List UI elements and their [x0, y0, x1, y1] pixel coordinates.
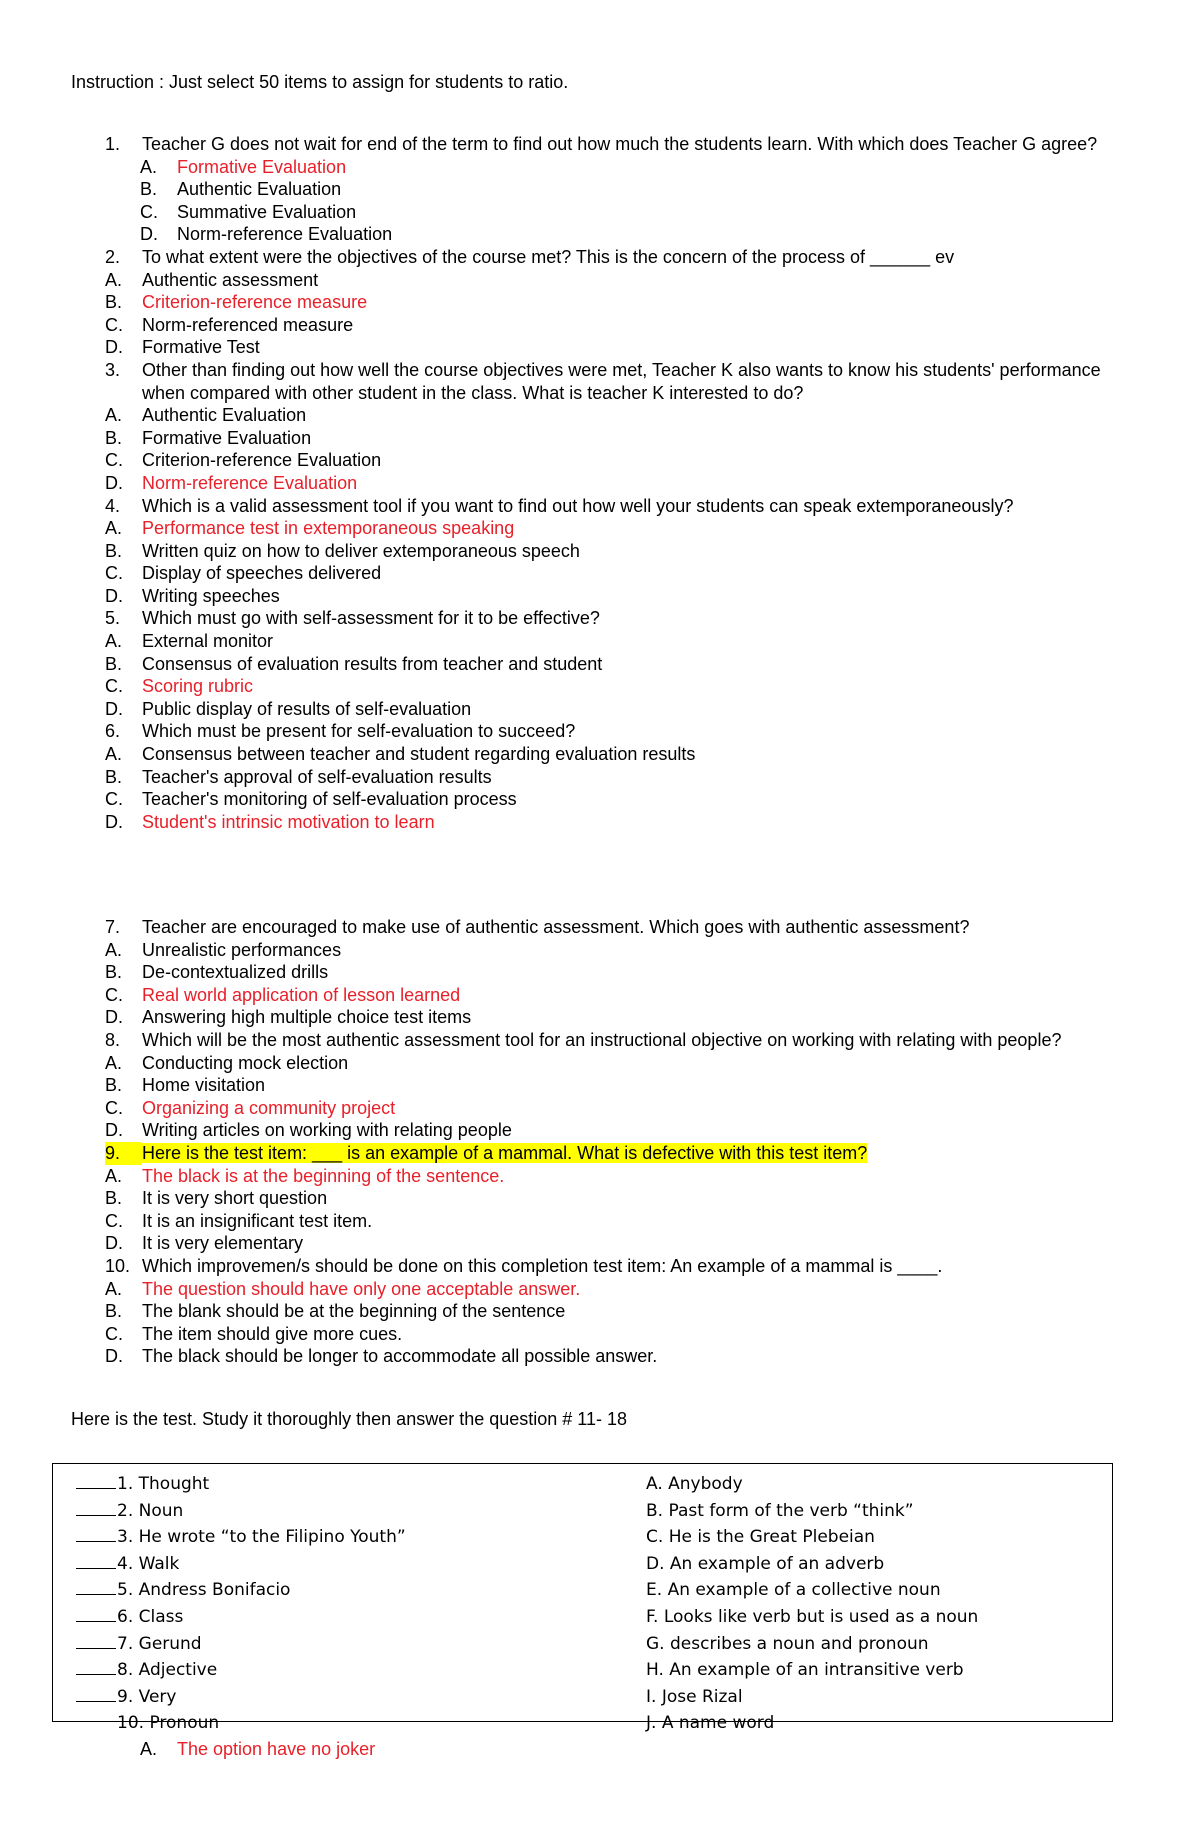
answer-blank — [76, 1554, 116, 1569]
option-letter: A. — [105, 1165, 123, 1186]
question-number: 1. — [105, 134, 121, 154]
option-list — [105, 743, 1125, 833]
answer-blank — [76, 1501, 116, 1516]
question-item — [105, 133, 1125, 246]
matching-left-row: 10. Pronoun — [117, 1713, 220, 1734]
instruction-text: Instruction : Just select 50 items to assign for students to ratio. — [71, 72, 569, 92]
option-letter: B. — [105, 653, 123, 674]
question-number: 8. — [105, 1029, 121, 1050]
option-text: De-contextualized drills — [142, 962, 329, 983]
option-list — [105, 269, 1125, 359]
question-number: 10. — [105, 1255, 131, 1276]
option-text: Formative Evaluation — [142, 427, 312, 448]
option-list — [105, 630, 1125, 720]
option-text: Teacher's monitoring of self-evaluation process — [142, 789, 517, 810]
option-letter: D. — [105, 1346, 123, 1367]
option-letter: A. — [105, 631, 123, 652]
option-letter: B. — [105, 540, 123, 561]
option-list — [105, 1278, 1125, 1368]
matching-left-row: 7. Gerund — [76, 1631, 406, 1658]
option-letter: C. — [140, 201, 158, 222]
option-text: Norm-referenced measure — [142, 314, 354, 335]
matching-right-row: G. describes a noun and pronoun — [646, 1633, 929, 1654]
option-text: It is very short question — [142, 1188, 328, 1209]
matching-right-row: I. Jose Rizal — [646, 1686, 743, 1707]
option-text: Consensus between teacher and student regarding evaluation results — [142, 744, 696, 765]
matching-right-row: D. An example of an adverb — [646, 1553, 885, 1574]
option-letter: D. — [105, 1233, 123, 1254]
matching-left-row: 4. Walk — [76, 1551, 406, 1578]
option-letter: A. — [105, 1052, 123, 1073]
question-group-1 — [105, 133, 1125, 833]
question-item — [105, 359, 1125, 495]
option-list — [105, 939, 1125, 1029]
option-text: The black should be longer to accommodate all possible answer. — [142, 1346, 658, 1367]
question-number: 7. — [105, 917, 121, 937]
answer-blank — [76, 1660, 116, 1675]
option-letter: A. — [105, 405, 123, 426]
question-text: Which must be present for self-evaluation to succeed? — [142, 721, 576, 742]
option-letter: D. — [105, 585, 123, 606]
option-letter: C. — [105, 450, 123, 471]
question-text: Which will be the most authentic assessment tool for an instructional objective on working with relating with people? — [142, 1029, 1062, 1050]
matching-right-row: A. Anybody — [646, 1474, 743, 1494]
option-letter: C. — [105, 1210, 123, 1231]
matching-left-row: 1. Thought — [76, 1471, 406, 1498]
option-text: Norm-reference Evaluation — [177, 224, 393, 245]
option-text: Writing articles on working with relating people — [142, 1120, 512, 1141]
option-letter: B. — [105, 292, 123, 313]
option-text-correct: Performance test in extemporaneous speaking — [142, 518, 515, 539]
option-letter: A. — [105, 939, 123, 960]
option-text: Authentic Evaluation — [177, 179, 342, 200]
matching-right-row: H. An example of an intransitive verb — [646, 1660, 964, 1681]
option-text-correct: The black is at the beginning of the sentence. — [142, 1165, 505, 1186]
question-item — [105, 1255, 1125, 1368]
option-text: Written quiz on how to deliver extemporaneous speech — [142, 540, 580, 561]
option-letter: B. — [105, 1188, 123, 1209]
option-letter: D. — [105, 337, 123, 358]
option-text-correct: Real world application of lesson learned — [142, 984, 461, 1005]
matching-left-row: 2. Noun — [76, 1498, 406, 1525]
option-letter: B. — [105, 766, 123, 787]
matching-left-row: 5. Andress Bonifacio — [76, 1577, 406, 1604]
question-item — [105, 607, 1125, 720]
option-letter: D. — [140, 224, 158, 245]
option-letter: A. — [105, 518, 123, 539]
option-text: Public display of results of self-evaluation — [142, 698, 472, 719]
question-number: 6. — [105, 721, 121, 742]
option-letter: C. — [105, 984, 123, 1005]
option-text: Authentic Evaluation — [142, 405, 307, 426]
question-number: 3. — [105, 359, 121, 380]
option-text: Display of speeches delivered — [142, 563, 382, 584]
question-number: 2. — [105, 246, 121, 267]
option-text: It is very elementary — [142, 1233, 304, 1254]
option-text: Unrealistic performances — [142, 939, 342, 960]
option-letter: D. — [105, 472, 123, 493]
answer-blank — [76, 1580, 116, 1595]
trailing-option — [140, 1738, 375, 1761]
option-letter: C. — [105, 789, 123, 810]
question-text: To what extent were the objectives of the course met? This is the concern of the process of ______ ev — [142, 246, 955, 267]
option-letter: C. — [105, 1097, 123, 1118]
matching-right-row: J. A name word — [646, 1713, 775, 1734]
option-letter: A. — [105, 1278, 123, 1299]
option-text: External monitor — [142, 631, 274, 652]
option-letter: C. — [105, 676, 123, 697]
option-text: Writing speeches — [142, 585, 280, 606]
option-letter: C. — [105, 1323, 123, 1344]
question-number: 5. — [105, 608, 121, 629]
option-text-correct: The option have no joker — [177, 1739, 376, 1759]
option-text: Summative Evaluation — [177, 201, 357, 222]
option-text: Answering high multiple choice test items — [142, 1007, 472, 1028]
question-item — [105, 495, 1125, 608]
answer-blank — [76, 1687, 116, 1702]
option-text: Authentic assessment — [142, 269, 319, 290]
matching-left-row: 9. Very — [76, 1684, 406, 1711]
question-item — [105, 1029, 1125, 1142]
matching-intro-text: Here is the test. Study it thoroughly then answer the question # 11- 18 — [71, 1409, 627, 1429]
option-letter: A. — [140, 1739, 158, 1759]
matching-left-row: 6. Class — [76, 1604, 406, 1631]
option-text-correct: The question should have only one acceptable answer. — [142, 1278, 581, 1299]
matching-right-row: B. Past form of the verb “think” — [646, 1500, 914, 1521]
option-text: The blank should be at the beginning of the sentence — [142, 1301, 566, 1322]
question-text-highlighted: Here is the test item: ___ is an example of a mammal. What is defective with this test item? — [142, 1142, 868, 1163]
option-letter: C. — [105, 563, 123, 584]
option-text-correct: Formative Evaluation — [177, 156, 347, 177]
question-text: Teacher are encouraged to make use of authentic assessment. Which goes with authentic assessment? — [142, 917, 970, 937]
matching-left-row: 8. Adjective — [76, 1657, 406, 1684]
option-text: The item should give more cues. — [142, 1323, 403, 1344]
matching-right-row: E. An example of a collective noun — [646, 1580, 941, 1601]
matching-right-column — [646, 1471, 978, 1737]
answer-blank — [76, 1607, 116, 1622]
option-text: Formative Test — [142, 337, 260, 358]
option-list — [105, 1165, 1125, 1255]
option-text-correct: Criterion-reference measure — [142, 292, 368, 313]
matching-right-row: C. He is the Great Plebeian — [646, 1527, 875, 1548]
question-text: Teacher G does not wait for end of the term to find out how much the students learn. With which does Teacher G agree? — [142, 134, 1098, 154]
option-text: Criterion-reference Evaluation — [142, 450, 382, 471]
option-text-correct: Organizing a community project — [142, 1097, 396, 1118]
question-text: Which must go with self-assessment for it to be effective? — [142, 608, 600, 629]
option-letter: B. — [105, 1075, 123, 1096]
question-text: Which is a valid assessment tool if you want to find out how well your students can speak extemporaneously? — [142, 495, 1014, 516]
option-list — [105, 156, 1125, 246]
question-text: Other than finding out how well the course objectives were met, Teacher K also wants to know his students' performance when compared with other student in the class. What is teacher K interested to do? — [142, 359, 1101, 403]
option-letter: B. — [105, 1301, 123, 1322]
option-text: Teacher's approval of self-evaluation results — [142, 766, 492, 787]
option-letter: A. — [140, 156, 158, 177]
question-item — [105, 916, 1125, 1029]
option-text-correct: Student's intrinsic motivation to learn — [142, 811, 435, 832]
answer-blank — [76, 1474, 116, 1489]
question-text: Which improvemen/s should be done on this completion test item: An example of a mammal is ____. — [142, 1255, 943, 1276]
option-letter: D. — [105, 811, 123, 832]
matching-left-row: 3. He wrote “to the Filipino Youth” — [76, 1524, 406, 1551]
option-letter: C. — [105, 314, 123, 335]
answer-blank — [76, 1527, 116, 1542]
option-letter: B. — [140, 179, 158, 200]
question-item — [105, 720, 1125, 833]
option-text-correct: Norm-reference Evaluation — [142, 472, 358, 493]
option-letter: B. — [105, 427, 123, 448]
option-letter: D. — [105, 698, 123, 719]
question-number: 9. — [105, 1142, 142, 1165]
option-text: It is an insignificant test item. — [142, 1210, 373, 1231]
option-list — [105, 517, 1125, 607]
matching-right-row: F. Looks like verb but is used as a noun — [646, 1606, 979, 1627]
question-number: 4. — [105, 495, 121, 516]
question-item-highlighted — [105, 1142, 1125, 1255]
question-item — [105, 246, 1125, 359]
option-text: Home visitation — [142, 1075, 266, 1096]
option-letter: D. — [105, 1007, 123, 1028]
option-text: Conducting mock election — [142, 1052, 349, 1073]
option-list — [105, 404, 1125, 494]
option-text: Consensus of evaluation results from teacher and student — [142, 653, 603, 674]
answer-blank — [76, 1634, 116, 1649]
option-letter: A. — [105, 269, 123, 290]
option-letter: A. — [105, 744, 123, 765]
option-letter: B. — [105, 962, 123, 983]
matching-test-box — [52, 1463, 1113, 1734]
option-text-correct: Scoring rubric — [142, 676, 254, 697]
option-list — [105, 1052, 1125, 1142]
matching-left-column — [76, 1471, 406, 1737]
option-letter: D. — [105, 1120, 123, 1141]
question-group-2 — [105, 916, 1125, 1368]
